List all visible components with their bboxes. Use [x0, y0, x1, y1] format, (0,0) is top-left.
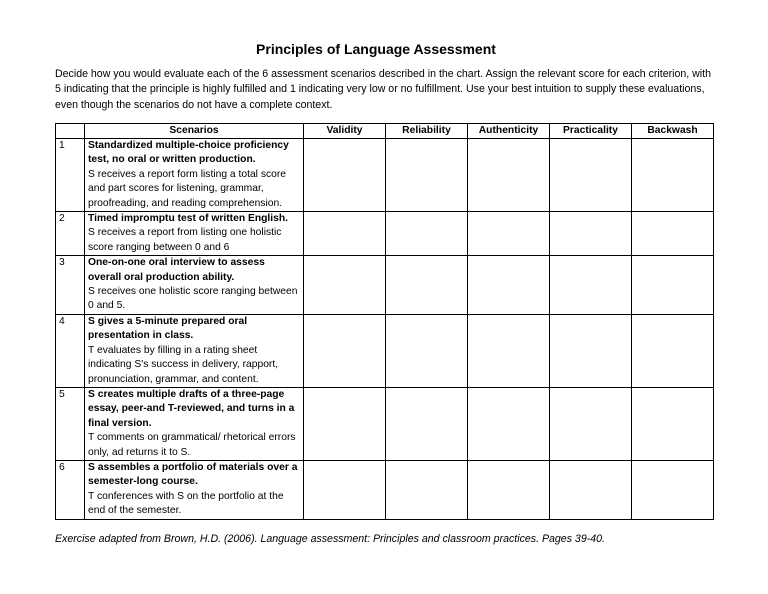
scenario-number: 2 [56, 212, 85, 256]
score-cell-reliability[interactable] [386, 212, 468, 256]
score-cell-authenticity[interactable] [468, 314, 550, 387]
header-practicality: Practicality [550, 124, 632, 139]
score-cell-authenticity[interactable] [468, 460, 550, 519]
score-cell-backwash[interactable] [632, 387, 714, 460]
scenario-title: One-on-one oral interview to assess overall oral production ability. [88, 257, 265, 283]
scenario-number: 1 [56, 139, 85, 212]
scenario-title: Timed impromptu test of written English. [88, 213, 289, 225]
score-cell-backwash[interactable] [632, 460, 714, 519]
score-cell-validity[interactable] [304, 314, 386, 387]
score-cell-reliability[interactable] [386, 314, 468, 387]
scenario-row [56, 139, 714, 212]
score-cell-validity[interactable] [304, 212, 386, 256]
score-cell-practicality[interactable] [550, 460, 632, 519]
scenario-title: S creates multiple drafts of a three-page essay, peer-and T-reviewed, and turns in a final version. [88, 388, 295, 429]
score-cell-backwash[interactable] [632, 212, 714, 256]
score-cell-authenticity[interactable] [468, 387, 550, 460]
header-scenarios: Scenarios [85, 124, 304, 139]
score-cell-practicality[interactable] [550, 256, 632, 315]
scenario-detail: T evaluates by filling in a rating sheet indicating S's success in delivery, rapport, pronunciation, grammar, and content. [88, 344, 279, 385]
score-cell-backwash[interactable] [632, 139, 714, 212]
score-cell-practicality[interactable] [550, 314, 632, 387]
scenario-description [85, 460, 304, 519]
scenario-description [85, 256, 304, 315]
scenario-title: S assembles a portfolio of materials over a semester-long course. [88, 461, 298, 488]
scenario-description [85, 139, 304, 212]
scenario-row [56, 387, 714, 460]
header-backwash: Backwash [632, 124, 714, 139]
scenario-title: Standardized multiple-choice proficiency test, no oral or written production. [88, 140, 289, 166]
scenario-description [85, 387, 304, 460]
score-cell-validity[interactable] [304, 460, 386, 519]
scenario-number: 6 [56, 460, 85, 519]
score-cell-authenticity[interactable] [468, 139, 550, 212]
scenario-detail: S receives a report from listing one holistic score ranging between 0 and 6 [88, 227, 282, 253]
score-cell-validity[interactable] [304, 387, 386, 460]
score-cell-validity[interactable] [304, 139, 386, 212]
scenario-row [56, 256, 714, 315]
score-cell-reliability[interactable] [386, 460, 468, 519]
score-cell-practicality[interactable] [550, 139, 632, 212]
score-cell-authenticity[interactable] [468, 256, 550, 315]
scenario-row [56, 314, 714, 387]
scenario-title: S gives a 5-minute prepared oral presentation in class. [88, 315, 248, 342]
scenario-number: 4 [56, 314, 85, 387]
scenario-description [85, 314, 304, 387]
assessment-table [55, 123, 714, 520]
page-title: Principles of Language Assessment [256, 41, 496, 57]
score-cell-practicality[interactable] [550, 387, 632, 460]
scenario-row [56, 460, 714, 519]
score-cell-validity[interactable] [304, 256, 386, 315]
score-cell-practicality[interactable] [550, 212, 632, 256]
header-reliability: Reliability [386, 124, 468, 139]
score-cell-reliability[interactable] [386, 139, 468, 212]
scenario-number: 5 [56, 387, 85, 460]
scenario-detail: S receives one holistic score ranging between 0 and 5. [88, 286, 298, 312]
score-cell-reliability[interactable] [386, 256, 468, 315]
score-cell-authenticity[interactable] [468, 212, 550, 256]
header-authenticity: Authenticity [468, 124, 550, 139]
header-number [56, 124, 85, 139]
scenario-description [85, 212, 304, 256]
score-cell-backwash[interactable] [632, 256, 714, 315]
score-cell-backwash[interactable] [632, 314, 714, 387]
scenario-detail: T comments on grammatical/ rhetorical errors only, ad returns it to S. [88, 432, 296, 458]
header-validity: Validity [304, 124, 386, 139]
scenario-detail: T conferences with S on the portfolio at the end of the semester. [88, 490, 284, 517]
scenario-detail: S receives a report form listing a total score and part scores for listening, grammar, proofreading, and reading comprehension. [88, 168, 287, 209]
score-cell-reliability[interactable] [386, 387, 468, 460]
instructions-paragraph: Decide how you would evaluate each of the 6 assessment scenarios described in the chart. Assign the relevant score for each criterion, with 5 indicating that the principle is highly fulfilled and 1 indicating very low or no fulfillment. Use your best intuition to supply these evaluations, even though the scenarios do not have a complete context. [55, 68, 711, 111]
scenario-number: 3 [56, 256, 85, 315]
header-row [56, 124, 714, 139]
citation-footnote: Exercise adapted from Brown, H.D. (2006). Language assessment: Principles and classroom practices. Pages 39-40. [55, 533, 605, 545]
scenario-row [56, 212, 714, 256]
